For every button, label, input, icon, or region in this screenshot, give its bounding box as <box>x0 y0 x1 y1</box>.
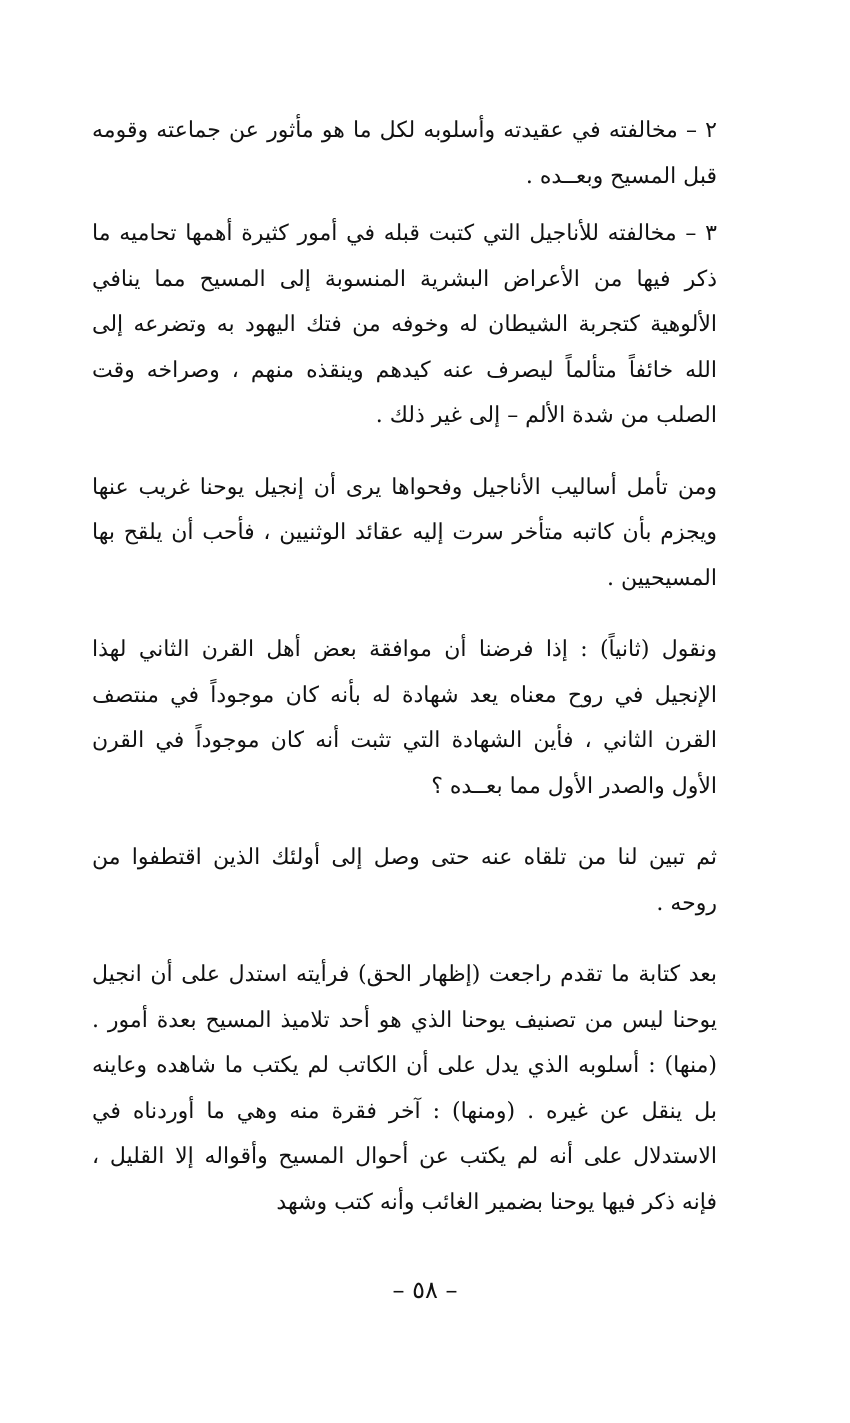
paragraph-point-3: ٣ – مخالفته للأناجيل التي كتبت قبله في أمور كثيرة أهمها تحاميه ما ذكر فيها من الأعراض البشرية المنسوبة إلى المسيح مما ينافي الألوهية كتجربة الشيطان له وخوفه من فتك اليهود به وتضرعه إلى الله خائفاً متألماً ليصرف عنه كيدهم وينقذه منهم ، وصراخه وقت الصلب من شدة الألم – إلى غير ذلك . <box>92 221 717 428</box>
paragraph-transmission: ثم تبين لنا من تلقاه عنه حتى وصل إلى أولئك الذين اقتطفوا من روحه . <box>92 845 717 916</box>
paragraph-styles-of-gospels: ومن تأمل أساليب الأناجيل وفحواها يرى أن إنجيل يوحنا غريب عنها ويجزم بأن كاتبه متأخر سرت إليه عقائد الوثنيين ، فأحب أن يلقح بها المسيحيين . <box>92 474 717 591</box>
paragraph-point-2: ٢ – مخالفته في عقيدته وأسلوبه لكل ما هو مأثور عن جماعته وقومه قبل المسيح وبعــده . <box>92 118 717 189</box>
paragraph-secondly: ونقول (ثانياً) : إذا فرضنا أن موافقة بعض أهل القرن الثاني لهذا الإنجيل في روح معناه يعد شهادة له بأنه كان موجوداً في منتصف القرن الثاني ، فأين الشهادة التي تثبت أنه كان موجوداً في القرن الأول والصدر الأول مما بعــده ؟ <box>92 637 717 799</box>
paragraph-izhar-al-haqq: بعد كتابة ما تقدم راجعت (إظهار الحق) فرأيته استدل على أن انجيل يوحنا ليس من تصنيف يوحنا الذي هو أحد تلاميذ المسيح بعدة أمور . (منها) : أسلوبه الذي يدل على أن الكاتب لم يكتب ما شاهده وعاينه بل ينقل عن غيره . (ومنها) : آخر فقرة منه وهي ما أوردناه في الاستدلال على أنه لم يكتب عن أحوال المسيح وأقواله إلا القليل ، فإنه ذكر فيها يوحنا بضمير الغائب وأنه كتب وشهد <box>92 962 717 1215</box>
page-number: – ٥٨ – <box>392 1276 458 1304</box>
page-body <box>92 108 717 1225</box>
